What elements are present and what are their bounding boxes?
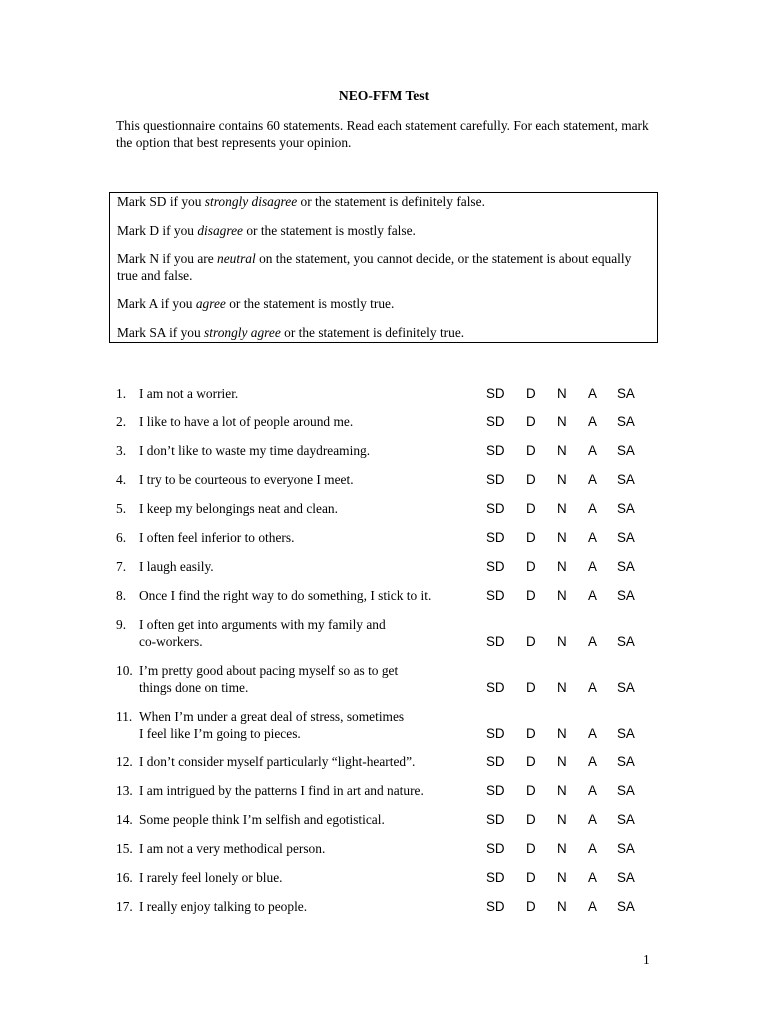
- option-a[interactable]: A: [588, 633, 597, 649]
- option-d[interactable]: D: [526, 725, 536, 741]
- option-sd[interactable]: SD: [486, 812, 505, 827]
- option-a[interactable]: A: [588, 414, 597, 429]
- option-d[interactable]: D: [526, 559, 536, 574]
- instruction-sd: Mark SD if you strongly disagree or the statement is definitely false.: [117, 194, 485, 209]
- item-statement: [139, 559, 484, 576]
- option-d[interactable]: D: [526, 870, 536, 885]
- option-sa[interactable]: SA: [617, 443, 635, 458]
- instruction-d: Mark D if you disagree or the statement is mostly false.: [117, 222, 416, 238]
- item-number: 11.: [116, 709, 133, 724]
- option-d[interactable]: D: [526, 530, 536, 545]
- statement-line: I’m pretty good about pacing myself so as to get: [139, 663, 399, 678]
- item-statement: [139, 414, 484, 431]
- option-a[interactable]: A: [588, 588, 597, 603]
- item-number: 2.: [116, 414, 127, 429]
- item-statement: [139, 783, 484, 800]
- item-statement: [139, 443, 484, 460]
- option-n[interactable]: N: [557, 443, 567, 458]
- item-statement: [139, 899, 484, 916]
- option-sa[interactable]: SA: [617, 899, 635, 914]
- option-a[interactable]: A: [588, 443, 597, 458]
- option-d[interactable]: D: [526, 899, 536, 914]
- item-number: 3.: [116, 443, 127, 458]
- option-d[interactable]: D: [526, 679, 536, 695]
- option-n[interactable]: N: [557, 754, 567, 769]
- option-sa[interactable]: SA: [617, 559, 635, 574]
- option-sd[interactable]: SD: [486, 633, 505, 649]
- statement-line: co-workers.: [139, 633, 203, 649]
- option-sd[interactable]: SD: [486, 443, 505, 458]
- option-a[interactable]: A: [588, 812, 597, 827]
- item-statement: [139, 754, 484, 771]
- item-number: 12.: [116, 754, 133, 769]
- option-sa[interactable]: SA: [617, 870, 635, 885]
- option-sa[interactable]: SA: [617, 725, 635, 741]
- option-d[interactable]: D: [526, 443, 536, 458]
- option-sa[interactable]: SA: [617, 841, 635, 856]
- item-number: 8.: [116, 588, 127, 603]
- option-sa[interactable]: SA: [617, 633, 635, 649]
- item-statement: [139, 812, 484, 829]
- option-n[interactable]: N: [557, 501, 567, 516]
- option-d[interactable]: D: [526, 386, 536, 401]
- option-n[interactable]: N: [557, 783, 567, 798]
- statement-line: I don’t consider myself particularly “light-hearted”.: [139, 754, 416, 769]
- item-statement: [139, 530, 484, 547]
- option-n[interactable]: N: [557, 725, 567, 741]
- option-sd[interactable]: SD: [486, 530, 505, 545]
- item-number: 16.: [116, 870, 133, 885]
- statement-line: I often get into arguments with my family and: [139, 617, 386, 632]
- option-sd[interactable]: SD: [486, 870, 505, 885]
- option-n[interactable]: N: [557, 472, 567, 487]
- statement-line: things done on time.: [139, 679, 249, 695]
- statement-line: I often feel inferior to others.: [139, 530, 295, 545]
- item-number: 10.: [116, 663, 133, 678]
- option-sa[interactable]: SA: [617, 414, 635, 429]
- page-title: NEO-FFM Test: [338, 88, 430, 103]
- instruction-n: Mark N if you are neutral on the statement, you cannot decide, or the statement is about equally true and false.: [117, 251, 632, 283]
- option-d[interactable]: D: [526, 783, 536, 798]
- option-d[interactable]: D: [526, 633, 536, 649]
- item-number: 5.: [116, 501, 127, 516]
- statement-line: I am not a very methodical person.: [139, 841, 326, 856]
- option-sd[interactable]: SD: [486, 754, 505, 769]
- option-sd[interactable]: SD: [486, 414, 505, 429]
- statement-line: I keep my belongings neat and clean.: [139, 501, 338, 516]
- item-number: 15.: [116, 841, 133, 856]
- option-n[interactable]: N: [557, 414, 567, 429]
- statement-line: When I’m under a great deal of stress, sometimes: [139, 709, 405, 724]
- option-sa[interactable]: SA: [617, 783, 635, 798]
- intro-paragraph: This questionnaire contains 60 statements. Read each statement carefully. For each statement, mark the option that best represents your opinion.: [116, 118, 649, 150]
- item-number: 13.: [116, 783, 133, 798]
- option-sa[interactable]: SA: [617, 812, 635, 827]
- option-sd[interactable]: SD: [486, 559, 505, 574]
- option-a[interactable]: A: [588, 870, 597, 885]
- item-statement: [139, 588, 484, 605]
- statement-line: I laugh easily.: [139, 559, 214, 574]
- option-sd[interactable]: SD: [486, 725, 505, 741]
- option-d[interactable]: D: [526, 414, 536, 429]
- item-number: 4.: [116, 472, 127, 487]
- statement-line: I am not a worrier.: [139, 386, 239, 401]
- option-n[interactable]: N: [557, 588, 567, 603]
- statement-line: I really enjoy talking to people.: [139, 899, 308, 914]
- item-statement: [139, 709, 484, 742]
- option-n[interactable]: N: [557, 386, 567, 401]
- option-sd[interactable]: SD: [486, 472, 505, 487]
- option-sd[interactable]: SD: [486, 501, 505, 516]
- item-statement: [139, 870, 484, 887]
- option-a[interactable]: A: [588, 472, 597, 487]
- statement-line: I am intrigued by the patterns I find in art and nature.: [139, 783, 424, 798]
- statement-line: I don’t like to waste my time daydreaming.: [139, 443, 371, 458]
- option-d[interactable]: D: [526, 841, 536, 856]
- statement-line: I rarely feel lonely or blue.: [139, 870, 283, 885]
- option-n[interactable]: N: [557, 870, 567, 885]
- option-a[interactable]: A: [588, 386, 597, 401]
- option-a[interactable]: A: [588, 754, 597, 769]
- item-number: 14.: [116, 812, 133, 827]
- item-statement: [139, 472, 484, 489]
- option-a[interactable]: A: [588, 530, 597, 545]
- item-number: 7.: [116, 559, 127, 574]
- option-sa[interactable]: SA: [617, 501, 635, 516]
- statement-line: Some people think I’m selfish and egotistical.: [139, 812, 385, 827]
- option-sa[interactable]: SA: [617, 588, 635, 603]
- item-statement: [139, 501, 484, 518]
- option-n[interactable]: N: [557, 841, 567, 856]
- option-d[interactable]: D: [526, 812, 536, 827]
- option-sd[interactable]: SD: [486, 899, 505, 914]
- option-sa[interactable]: SA: [617, 754, 635, 769]
- item-statement: [139, 663, 484, 696]
- option-n[interactable]: N: [557, 559, 567, 574]
- option-a[interactable]: A: [588, 783, 597, 798]
- instruction-sa: Mark SA if you strongly agree or the statement is definitely true.: [117, 324, 465, 340]
- option-sd[interactable]: SD: [486, 386, 505, 401]
- instructions-box: [109, 192, 658, 343]
- statement-line: I like to have a lot of people around me.: [139, 414, 354, 429]
- option-a[interactable]: A: [588, 899, 597, 914]
- instruction-a: Mark A if you agree or the statement is mostly true.: [117, 296, 395, 311]
- option-n[interactable]: N: [557, 899, 567, 914]
- item-statement: [139, 617, 484, 650]
- option-sa[interactable]: SA: [617, 530, 635, 545]
- option-d[interactable]: D: [526, 754, 536, 769]
- page-number: 1: [643, 952, 650, 967]
- option-sd[interactable]: SD: [486, 679, 505, 695]
- option-sd[interactable]: SD: [486, 588, 505, 603]
- statement-line: I feel like I’m going to pieces.: [139, 725, 301, 741]
- item-number: 1.: [116, 386, 127, 401]
- option-n[interactable]: N: [557, 530, 567, 545]
- option-sa[interactable]: SA: [617, 472, 635, 487]
- item-number: 17.: [116, 899, 133, 914]
- option-sa[interactable]: SA: [617, 679, 635, 695]
- option-n[interactable]: N: [557, 679, 567, 695]
- option-a[interactable]: A: [588, 725, 597, 741]
- item-number: 6.: [116, 530, 127, 545]
- option-sd[interactable]: SD: [486, 783, 505, 798]
- statement-line: Once I find the right way to do something, I stick to it.: [139, 588, 432, 603]
- option-n[interactable]: N: [557, 812, 567, 827]
- item-statement: [139, 386, 484, 403]
- option-a[interactable]: A: [588, 679, 597, 695]
- option-d[interactable]: D: [526, 501, 536, 516]
- option-sa[interactable]: SA: [617, 386, 635, 401]
- item-statement: [139, 841, 484, 858]
- option-d[interactable]: D: [526, 588, 536, 603]
- statement-line: I try to be courteous to everyone I meet.: [139, 472, 354, 487]
- option-a[interactable]: A: [588, 841, 597, 856]
- option-a[interactable]: A: [588, 559, 597, 574]
- option-sd[interactable]: SD: [486, 841, 505, 856]
- item-number: 9.: [116, 617, 127, 632]
- option-d[interactable]: D: [526, 472, 536, 487]
- option-n[interactable]: N: [557, 633, 567, 649]
- option-a[interactable]: A: [588, 501, 597, 516]
